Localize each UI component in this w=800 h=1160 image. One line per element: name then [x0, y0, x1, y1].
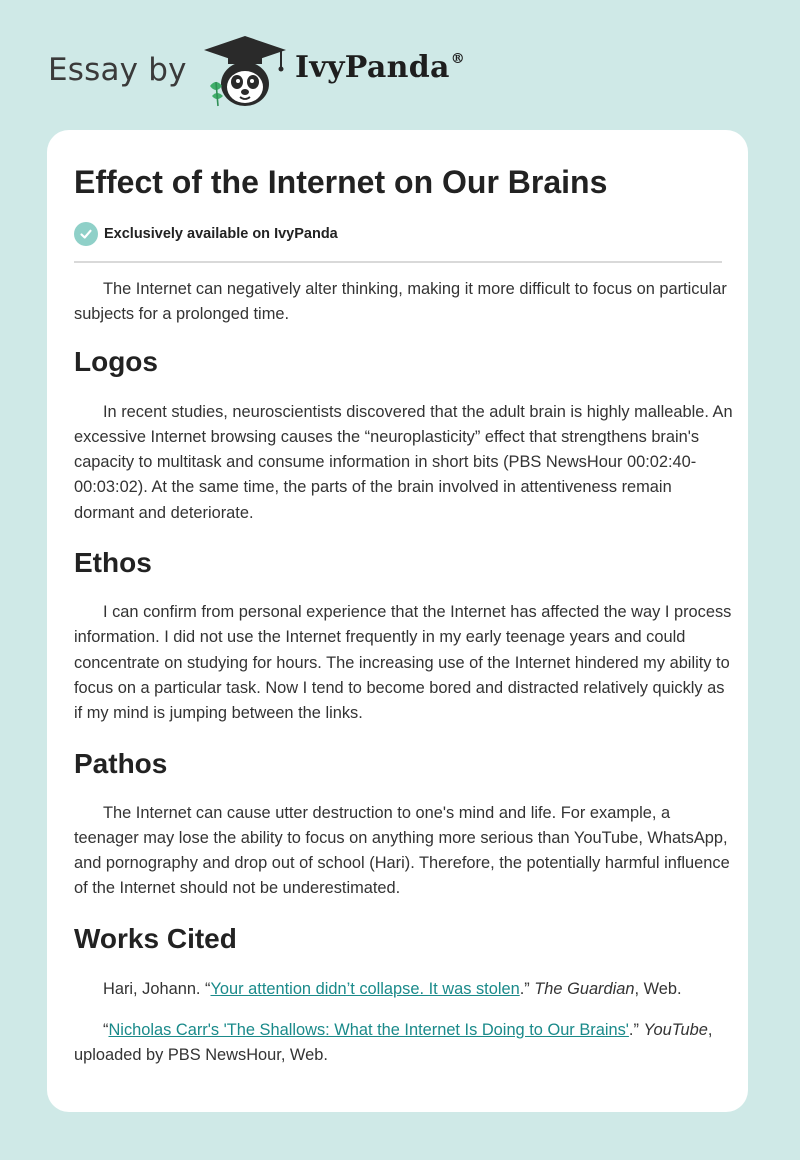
citation-suffix: , Web. — [634, 979, 682, 998]
section-paragraph-ethos: I can confirm from personal experience that the Internet has affected the way I process information. I did not use the Internet frequently in my early teenage years and could concentrate on studying for hours. The increasing use of the Internet hindered my ability to focus on a particular task. Now I tend to become bored and distracted relatively quickly as if my mind is jumping between the links. — [74, 603, 732, 723]
citation-source: YouTube — [643, 1021, 708, 1040]
section-heading-ethos: Ethos — [74, 547, 152, 579]
essay-by-text: Essay by — [48, 52, 187, 88]
section-paragraph-logos: In recent studies, neuroscientists discovered that the adult brain is highly malleable. An excessive Internet browsing causes the “neuroplasticity” effect that strengthens brain's capacity to multitask and consume information in short bits (PBS NewsHour 00:02:40-00:03:02). At the same time, the parts of the brain involved in attentiveness remain dormant and deteriorate. — [74, 402, 733, 522]
works-cited-heading: Works Cited — [74, 922, 237, 954]
section-heading-logos: Logos — [74, 345, 158, 377]
citation-entry — [74, 1018, 734, 1069]
brand-name[interactable] — [295, 50, 465, 85]
citation-prefix: “ — [103, 1021, 109, 1040]
citation-mid: .” — [519, 979, 535, 998]
citation-link[interactable]: Your attention didn’t collapse. It was stolen — [210, 979, 520, 998]
citation-source: The Guardian — [534, 979, 635, 998]
essay-body — [74, 277, 734, 1069]
check-circle-icon — [74, 222, 98, 246]
intro-paragraph: The Internet can negatively alter thinking, making it more difficult to focus on particular subjects for a prolonged time. — [74, 280, 727, 324]
page-title: Effect of the Internet on Our Brains — [74, 164, 608, 200]
section-paragraph-pathos: The Internet can cause utter destruction to one's mind and life. For example, a teenager may lose the ability to focus on anything more serious than YouTube, WhatsApp, and pornography and drop out of school (Hari). Therefore, the potentially harmful influence of the Internet should not be underestimated. — [74, 803, 730, 898]
badge-label: Exclusively available on IvyPanda — [104, 226, 338, 242]
citation-mid: .” — [628, 1021, 644, 1040]
citation-entry — [74, 977, 734, 1002]
citation-suffix: , uploaded by PBS NewsHour, Web. — [74, 1021, 713, 1065]
divider — [74, 261, 722, 263]
citation-prefix: Hari, Johann. “ — [103, 979, 211, 998]
registered-mark: ® — [450, 51, 466, 67]
panda-graduate-logo-icon[interactable] — [202, 34, 288, 110]
brand-text: IvyPanda — [295, 50, 450, 85]
exclusive-badge — [74, 222, 338, 246]
section-heading-pathos: Pathos — [74, 747, 168, 779]
citation-link[interactable]: Nicholas Carr's 'The Shallows: What the Internet Is Doing to Our Brains' — [108, 1021, 629, 1040]
essay-card — [47, 130, 748, 1112]
site-header — [48, 30, 748, 110]
